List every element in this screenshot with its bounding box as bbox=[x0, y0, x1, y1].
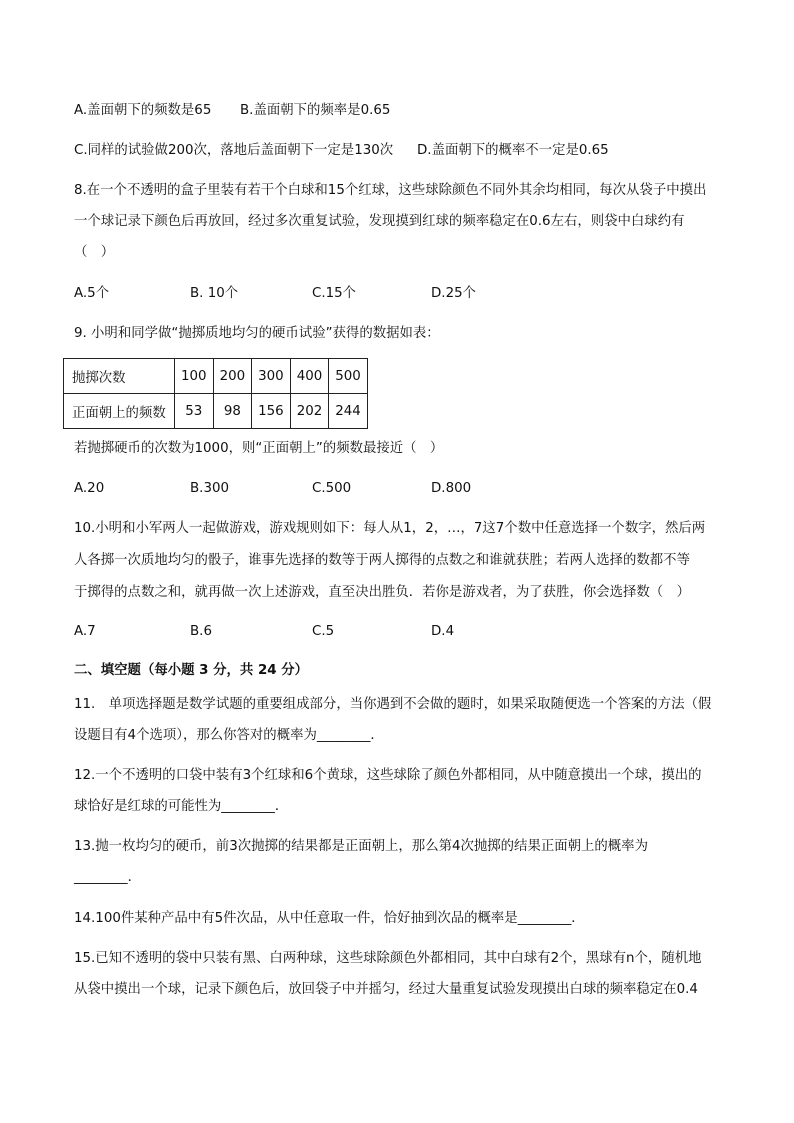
q7-option-b: B.盖面朝下的频率是0.65 bbox=[240, 103, 391, 118]
q15-line-1: 15.已知不透明的袋中只装有黑、白两种球，这些球除颜色外都相同，其中白球有2个，黑球有n个，随机地 bbox=[74, 951, 702, 966]
q8-stem-line-1: 8.在一个不透明的盒子里装有若干个白球和15个红球，这些球除颜色不同外其余均相同，每次从袋子中摸出 bbox=[74, 183, 707, 198]
q12-line-2: 球恰好是红球的可能性为________． bbox=[74, 799, 289, 814]
q8-option-d: D.25个 bbox=[431, 286, 476, 301]
q9-option-d: D.800 bbox=[431, 481, 472, 496]
table-cell: 300 bbox=[252, 359, 291, 394]
q11-line-1: 11. 单项选择题是数学试题的重要组成部分，当你遇到不会做的题时，如果采取随便选一个答案的方法（假 bbox=[74, 697, 712, 712]
q10-option-b: B.6 bbox=[190, 624, 212, 639]
table-cell: 244 bbox=[329, 394, 368, 429]
q7-option-d: D.盖面朝下的概率不一定是0.65 bbox=[417, 143, 609, 158]
q9-stem: 9. 小明和同学做“抛掷质地均匀的硬币试验”获得的数据如表： bbox=[74, 326, 440, 341]
q8-option-a: A.5个 bbox=[74, 286, 110, 301]
q9-frequency-table bbox=[63, 358, 368, 429]
q8-option-b: B. 10个 bbox=[190, 286, 239, 301]
q14-line-1: 14.100件某种产品中有5件次品，从中任意取一件，恰好抽到次品的概率是________． bbox=[74, 911, 585, 926]
q10-option-a: A.7 bbox=[74, 624, 96, 639]
q11-line-2: 设题目有4个选项），那么你答对的概率为________． bbox=[74, 728, 384, 743]
q8-stem-line-2: 一个球记录下颜色后再放回，经过多次重复试验，发现摸到红球的频率稳定在0.6左右，则袋中白球约有 bbox=[74, 214, 685, 229]
table-cell: 400 bbox=[290, 359, 329, 394]
table-cell: 202 bbox=[290, 394, 329, 429]
q10-option-d: D.4 bbox=[431, 624, 455, 639]
table-cell: 53 bbox=[175, 394, 214, 429]
table-row-label: 抛掷次数 bbox=[64, 359, 175, 394]
section-heading: 二、填空题（每小题 3 分，共 24 分） bbox=[74, 663, 309, 678]
q10-stem-line-3: 于掷得的点数之和，就再做一次上述游戏，直至决出胜负．若你是游戏者，为了获胜，你会选择数（ ） bbox=[74, 585, 690, 600]
table-row bbox=[64, 359, 368, 394]
table-cell: 500 bbox=[329, 359, 368, 394]
q13-line-1: 13.抛一枚均匀的硬币，前3次抛掷的结果都是正面朝上，那么第4次抛掷的结果正面朝上的概率为 bbox=[74, 839, 648, 854]
q9-option-c: C.500 bbox=[312, 481, 352, 496]
q7-option-c: C.同样的试验做200次，落地后盖面朝下一定是130次 bbox=[74, 143, 394, 158]
q12-line-1: 12.一个不透明的口袋中装有3个红球和6个黄球，这些球除了颜色外都相同，从中随意摸出一个球，摸出的 bbox=[74, 768, 702, 783]
q8-option-c: C.15个 bbox=[312, 286, 357, 301]
q7-option-a: A.盖面朝下的频数是65 bbox=[74, 103, 212, 118]
q10-stem-line-1: 10.小明和小军两人一起做游戏，游戏规则如下：每人从1，2，…，7这7个数中任意选择一个数字，然后两 bbox=[74, 521, 706, 536]
q10-option-c: C.5 bbox=[312, 624, 335, 639]
q13-line-2: ________． bbox=[74, 870, 141, 885]
q9-option-a: A.20 bbox=[74, 481, 105, 496]
table-cell: 156 bbox=[252, 394, 291, 429]
table-cell: 200 bbox=[213, 359, 252, 394]
table-row bbox=[64, 394, 368, 429]
q9-option-b: B.300 bbox=[190, 481, 230, 496]
q10-stem-line-2: 人各掷一次质地均匀的骰子，谁事先选择的数等于两人掷得的点数之和谁就获胜；若两人选择的数都不等 bbox=[74, 553, 690, 568]
q15-line-2: 从袋中摸出一个球，记录下颜色后，放回袋子中并摇匀，经过大量重复试验发现摸出白球的频率稳定在0.4 bbox=[74, 982, 698, 997]
table-row-label: 正面朝上的频数 bbox=[64, 394, 175, 429]
q8-stem-line-3: （ ） bbox=[74, 245, 115, 260]
q9-question: 若抛掷硬币的次数为1000，则“正面朝上”的频数最接近（ ） bbox=[74, 441, 444, 456]
table-cell: 98 bbox=[213, 394, 252, 429]
table-cell: 100 bbox=[175, 359, 214, 394]
